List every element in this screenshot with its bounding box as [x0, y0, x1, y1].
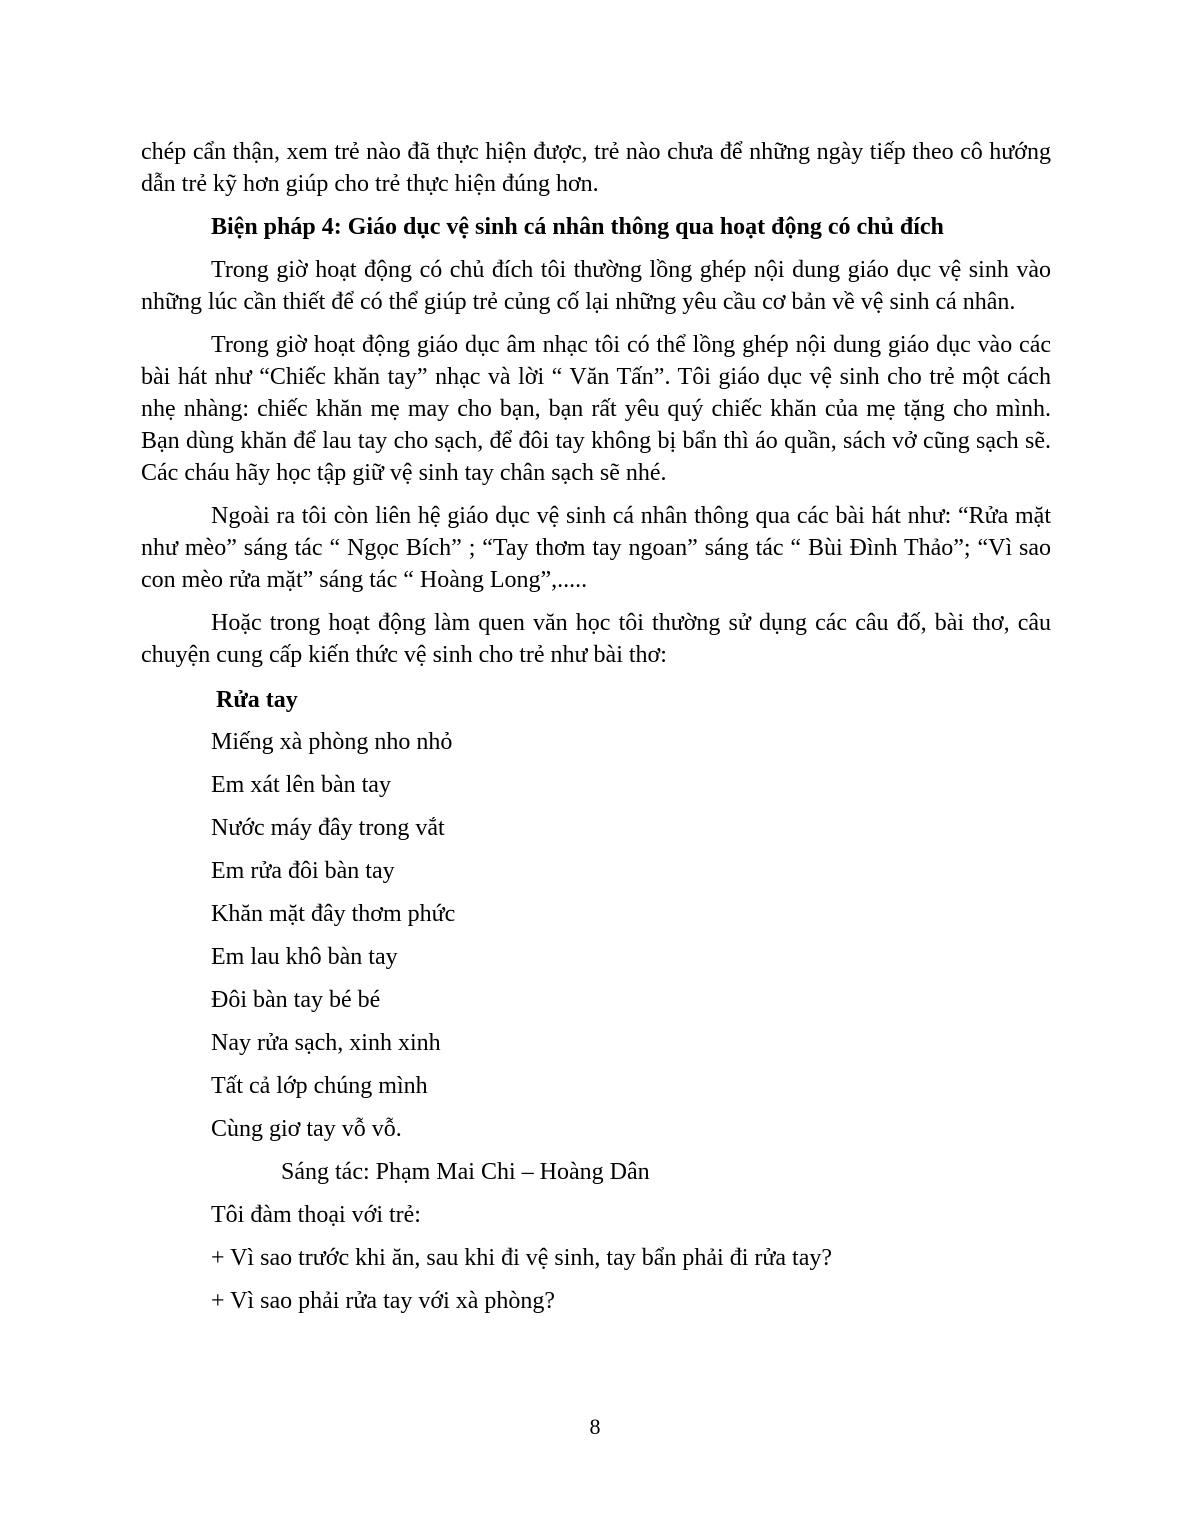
poem-author: Sáng tác: Phạm Mai Chi – Hoàng Dân: [281, 1159, 650, 1185]
poem-line: Em lau khô bàn tay: [211, 944, 398, 970]
poem-line: Khăn mặt đây thơm phức: [211, 901, 456, 927]
dialogue-intro: Tôi đàm thoại với trẻ:: [211, 1202, 421, 1228]
poem-line: Miếng xà phòng nho nhỏ: [211, 729, 453, 755]
poem-line: Em rửa đôi bàn tay: [211, 858, 395, 884]
poem-lines: [141, 726, 1051, 1156]
document-page: [141, 136, 1051, 1328]
section-heading: Biện pháp 4: Giáo dục vệ sinh cá nhân thông qua hoạt động có chủ đích: [211, 214, 944, 240]
paragraph-purposeful-activity: Trong giờ hoạt động có chủ đích tôi thường lồng ghép nội dung giáo dục vệ sinh vào những lúc cần thiết để có thể giúp trẻ củng cố lại những yêu cầu cơ bản về vệ sinh cá nhân.: [141, 257, 1051, 315]
page-number: 8: [589, 1414, 601, 1439]
paragraph-literature: Hoặc trong hoạt động làm quen văn học tôi thường sử dụng các câu đố, bài thơ, câu chuyện cung cấp kiến thức vệ sinh cho trẻ như bài thơ:: [141, 610, 1051, 668]
poem-line: Cùng giơ tay vỗ vỗ.: [211, 1116, 402, 1142]
paragraph-songs: Ngoài ra tôi còn liên hệ giáo dục vệ sinh cá nhân thông qua các bài hát như: “Rửa mặt như mèo” sáng tác “ Ngọc Bích” ; “Tay thơm tay ngoan” sáng tác “ Bùi Đình Thảo”; “Vì sao con mèo rửa mặt” sáng tác “ Hoàng Long”,.....: [141, 503, 1051, 593]
dialogue-question-2: + Vì sao phải rửa tay với xà phòng?: [211, 1288, 556, 1314]
paragraph-continuation: chép cẩn thận, xem trẻ nào đã thực hiện được, trẻ nào chưa để những ngày tiếp theo cô hướng dẫn trẻ kỹ hơn giúp cho trẻ thực hiện đúng hơn.: [141, 139, 1051, 197]
poem-line: Em xát lên bàn tay: [211, 772, 391, 798]
poem-line: Nay rửa sạch, xinh xinh: [211, 1030, 441, 1056]
poem-line: Tất cả lớp chúng mình: [211, 1073, 428, 1099]
poem-line: Đôi bàn tay bé bé: [211, 987, 381, 1013]
poem-line: Nước máy đây trong vắt: [211, 815, 445, 841]
paragraph-music-activity: Trong giờ hoạt động giáo dục âm nhạc tôi có thể lồng ghép nội dung giáo dục vào các bài hát như “Chiếc khăn tay” nhạc và lời “ Văn Tấn”. Tôi giáo dục vệ sinh cho trẻ một cách nhẹ nhàng: chiếc khăn mẹ may cho bạn, bạn rất yêu quý chiếc khăn của mẹ tặng cho mình. Bạn dùng khăn để lau tay cho sạch, để đôi tay không bị bẩn thì áo quần, sách vở cũng sạch sẽ. Các cháu hãy học tập giữ vệ sinh tay chân sạch sẽ nhé.: [141, 332, 1051, 486]
poem-title: Rửa tay: [216, 687, 298, 713]
dialogue-question-1: + Vì sao trước khi ăn, sau khi đi vệ sinh, tay bẩn phải đi rửa tay?: [211, 1245, 832, 1271]
